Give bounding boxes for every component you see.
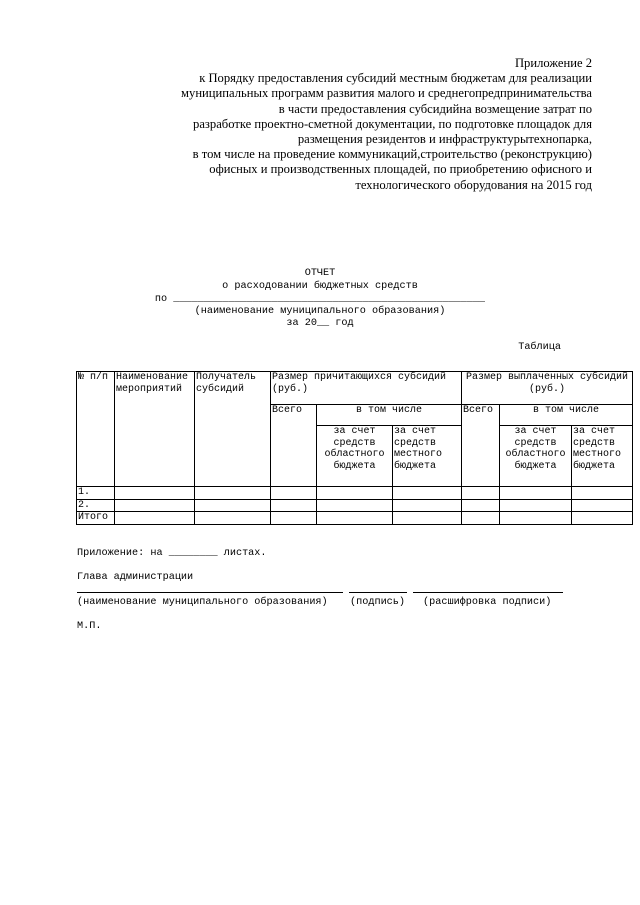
header-row <box>77 372 633 405</box>
table-label: Таблица <box>518 342 561 353</box>
table-cell <box>195 512 271 525</box>
table-cell <box>195 499 271 512</box>
due-total-header: Всего <box>271 405 317 487</box>
seal-mark: М.П. <box>77 621 102 632</box>
appendix-line: к Порядку предоставления субсидий местным бюджетам для реализации <box>199 71 592 86</box>
appendix-line: технологического оборудования на 2015 год <box>355 177 592 192</box>
table-cell <box>393 487 462 500</box>
table-cell <box>462 512 500 525</box>
paid-total-header: Всего <box>462 405 500 487</box>
due-local-header: за счет средств местного бюджета <box>393 426 462 487</box>
appendix-line: в том числе на проведение коммуникаций,строительство (реконструкцию) <box>192 147 592 162</box>
municipality-signature-rule <box>77 592 343 593</box>
col-paid-header: Размер выплаченных субсидий (руб.) <box>462 372 633 405</box>
col-due-header: Размер причитающихся субсидий (руб.) <box>271 372 462 405</box>
table-cell <box>115 499 195 512</box>
paid-including-header: в том числе <box>500 405 633 426</box>
table-cell <box>572 487 633 500</box>
signature-rule <box>349 592 407 593</box>
municipality-hint: (наименование муниципального образования) <box>194 306 446 317</box>
due-regional-header: за счет средств областного бюджета <box>317 426 393 487</box>
table-cell <box>317 487 393 500</box>
row-label: Итого <box>77 512 115 525</box>
report-table <box>76 371 633 525</box>
appendix-line: муниципальных программ развития малого и среднегопредпринимательства <box>181 86 592 101</box>
year-line: за 20__ год <box>286 318 354 329</box>
table-cell <box>393 499 462 512</box>
appendix-line: разработке проектно-сметной документации, по подготовке площадок для <box>193 116 592 131</box>
row-label: 2. <box>77 499 115 512</box>
municipality-line: по ___________________________________________________ <box>154 294 486 305</box>
table-cell <box>317 512 393 525</box>
appendix-line: в части предоставления субсидийна возмещение затрат по <box>278 101 592 116</box>
table-cell <box>393 512 462 525</box>
table-cell <box>317 499 393 512</box>
col-event-header: Наименование мероприятий <box>115 372 195 487</box>
table-cell <box>572 512 633 525</box>
col-recipient-header: Получатель субсидий <box>195 372 271 487</box>
report-subtitle: о расходовании бюджетных средств <box>222 281 418 292</box>
table-cell <box>271 512 317 525</box>
table-cell <box>500 499 572 512</box>
paid-regional-header: за счет средств областного бюджета <box>500 426 572 487</box>
appendix-header <box>122 56 592 193</box>
table-cell <box>462 499 500 512</box>
sig-signature-hint: (подпись) <box>350 597 406 608</box>
table-cell <box>271 499 317 512</box>
table-cell <box>115 512 195 525</box>
table-cell <box>500 487 572 500</box>
head-title: Глава администрации <box>77 572 194 583</box>
decoding-rule <box>413 592 563 593</box>
table-cell <box>271 487 317 500</box>
table-cell <box>500 512 572 525</box>
appendix-line: размещения резидентов и инфраструктурытехнопарка, <box>297 132 592 147</box>
paid-local-header: за счет средств местного бюджета <box>572 426 633 487</box>
appendix-number: Приложение 2 <box>514 56 592 70</box>
sig-municipality-hint: (наименование муниципального образования) <box>77 597 328 608</box>
sig-decoding-hint: (расшифровка подписи) <box>423 597 552 608</box>
row-label: 1. <box>77 487 115 500</box>
table-row <box>77 487 633 500</box>
table-cell <box>195 487 271 500</box>
appendix-line: офисных и производственных площадей, по приобретению офисного и <box>209 162 592 177</box>
table-cell <box>462 487 500 500</box>
table-cell <box>115 487 195 500</box>
due-including-header: в том числе <box>317 405 462 426</box>
table-cell <box>572 499 633 512</box>
table-row <box>77 499 633 512</box>
table-row <box>77 512 633 525</box>
col-number-header: № п/п <box>77 372 115 487</box>
attachment-line: Приложение: на ________ листах. <box>77 548 267 559</box>
report-title: ОТЧЕТ <box>304 268 336 279</box>
